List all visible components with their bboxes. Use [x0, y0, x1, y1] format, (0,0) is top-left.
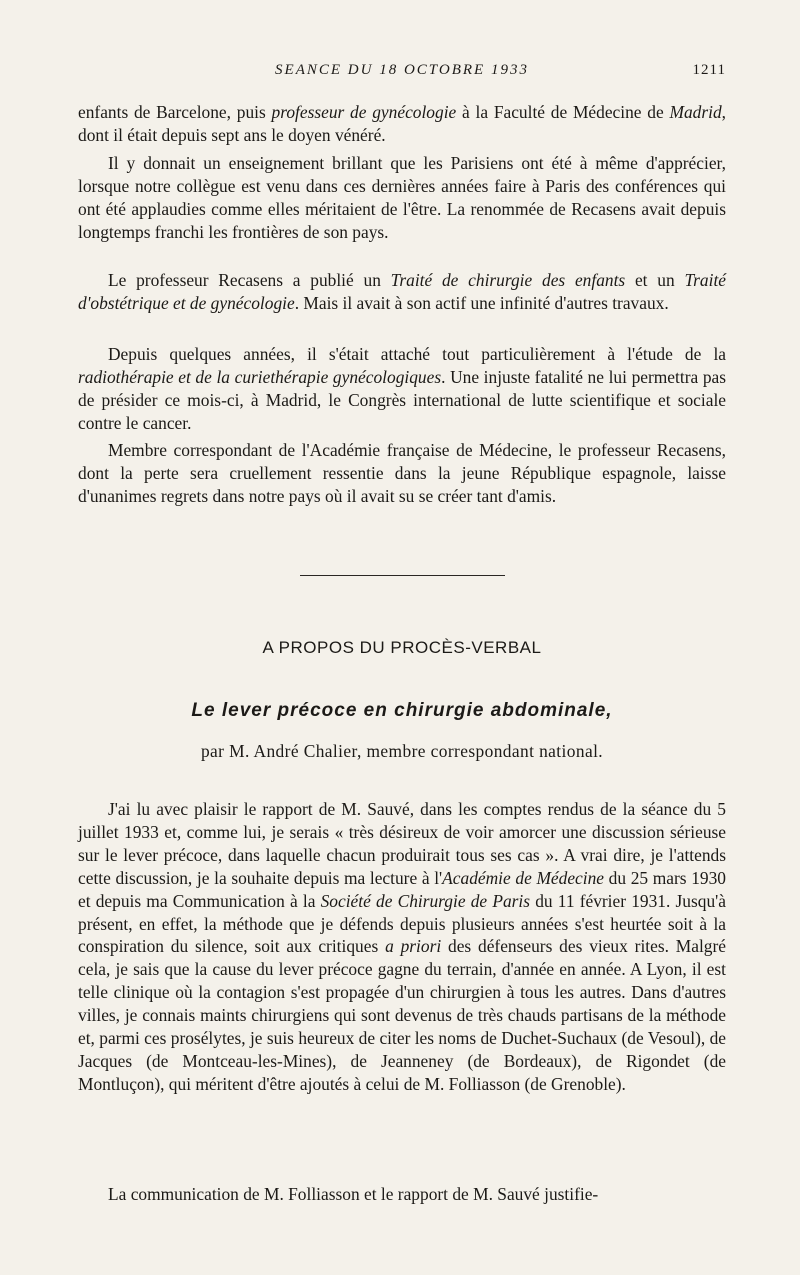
- paragraph-3: [78, 269, 726, 315]
- paragraph-text: La communication de M. Folliasson et le rapport de M. Sauvé justifie-: [108, 1184, 599, 1204]
- paragraph-text: Membre correspondant de l'Académie française de Médecine, le professeur Recasens, dont la perte sera cruellement ressentie dans la jeune République espagnole, laisse d'unanimes regrets dans notre pays où il avait su se créer tant d'amis.: [78, 440, 726, 506]
- running-title: SEANCE DU 18 OCTOBRE 1933: [275, 62, 529, 78]
- text-run: enfants de Barcelone, puis: [78, 102, 272, 122]
- paragraph-5: [78, 439, 726, 508]
- text-run: . Une injuste fatalité ne lui permettra pas de présider ce mois-ci, à Madrid, le Congrès international de lutte scientifique et sociale contre le cancer.: [78, 366, 727, 433]
- text-run: J'ai lu avec plaisir le rapport de M. Sauvé, dans les comptes rendus de la séance du 5 juillet 1933 et, comme lui, je serais « très désireux de voir amorcer une discussion sérieuse sur le lever précoce, dans laquelle chacun produirait tous ses cas ». A vrai dire, je l'attends cette discussion, je la souhaite depuis ma lecture à l': [78, 799, 726, 888]
- paragraph-2: [78, 152, 726, 244]
- italic-run: Académie de Médecine: [442, 867, 605, 888]
- text-run: et un: [625, 270, 685, 290]
- author-byline: par M. André Chalier, membre correspondant national.: [200, 741, 604, 761]
- text-run: . Mais il avait à son actif une infinité d'autres travaux.: [294, 292, 669, 313]
- page-header: [78, 62, 726, 86]
- paragraph-7: [78, 1183, 726, 1206]
- paragraph-6: [78, 798, 726, 1096]
- italic-run: Traité de chirurgie des enfants: [390, 270, 626, 290]
- italic-run: Madrid: [669, 102, 722, 122]
- text-run: Depuis quelques années, il s'était attaché tout particulièrement à l'étude de la: [108, 344, 726, 364]
- page-number: 1211: [692, 62, 726, 78]
- paragraph-text: Il y donnait un enseignement brillant que les Parisiens ont été à même d'apprécier, lorsque notre collègue est venu dans ces dernières années faire à Paris des conférences qui ont été applaudies comme elles méritaient de l'être. La renommée de Recasens avait depuis longtemps franchi les frontières de son pays.: [78, 153, 726, 242]
- paragraph-4: [78, 343, 726, 435]
- text-run: du 25 mars 1930 et depuis ma Communication à la: [78, 867, 726, 911]
- italic-run: professeur de gynécologie: [271, 102, 457, 122]
- text-run: Le professeur Recasens a publié un: [108, 270, 391, 290]
- text-run: , dont il était depuis sept ans le doyen vénéré.: [78, 102, 727, 145]
- section-divider: [300, 575, 505, 576]
- section-title: A PROPOS DU PROCÈS-VERBAL: [262, 638, 542, 657]
- paragraph-1: [78, 101, 726, 147]
- italic-run: a priori: [385, 936, 442, 957]
- italic-run: Société de Chirurgie de Paris: [320, 890, 531, 911]
- text-run: du 11 février 1931. Jusqu'à présent, en effet, la méthode que je défends depuis plusieurs années s'est heurtée soit à la conspiration du silence, soit aux critiques: [78, 890, 726, 957]
- text-run: des défenseurs des vieux rites. Malgré cela, je sais que la cause du lever précoce gagne du terrain, d'année en année. A Lyon, il est telle clinique où la contagion s'est propagée d'un chirurgien à tous les autres. Dans d'autres villes, je connais maints chirurgiens qui sont devenus de très chauds partisans de la méthode et, parmi ces prosélytes, je suis heureux de citer les noms de Duchet-Suchaux (de Vesoul), de Jacques (de Montceau-les-Mines), de Jeanneney (de Bordeaux), de Rigondet (de Montluçon), qui méritent d'être ajoutés à celui de M. Folliasson (de Grenoble).: [78, 936, 726, 1094]
- article-title: Le lever précoce en chirurgie abdominale,: [191, 700, 613, 721]
- italic-run: Traité d'obstétrique et de gynécologie: [78, 270, 726, 313]
- italic-run: radiothérapie et de la curiethérapie gynécologiques: [78, 366, 442, 387]
- text-run: à la Faculté de Médecine de: [456, 102, 670, 122]
